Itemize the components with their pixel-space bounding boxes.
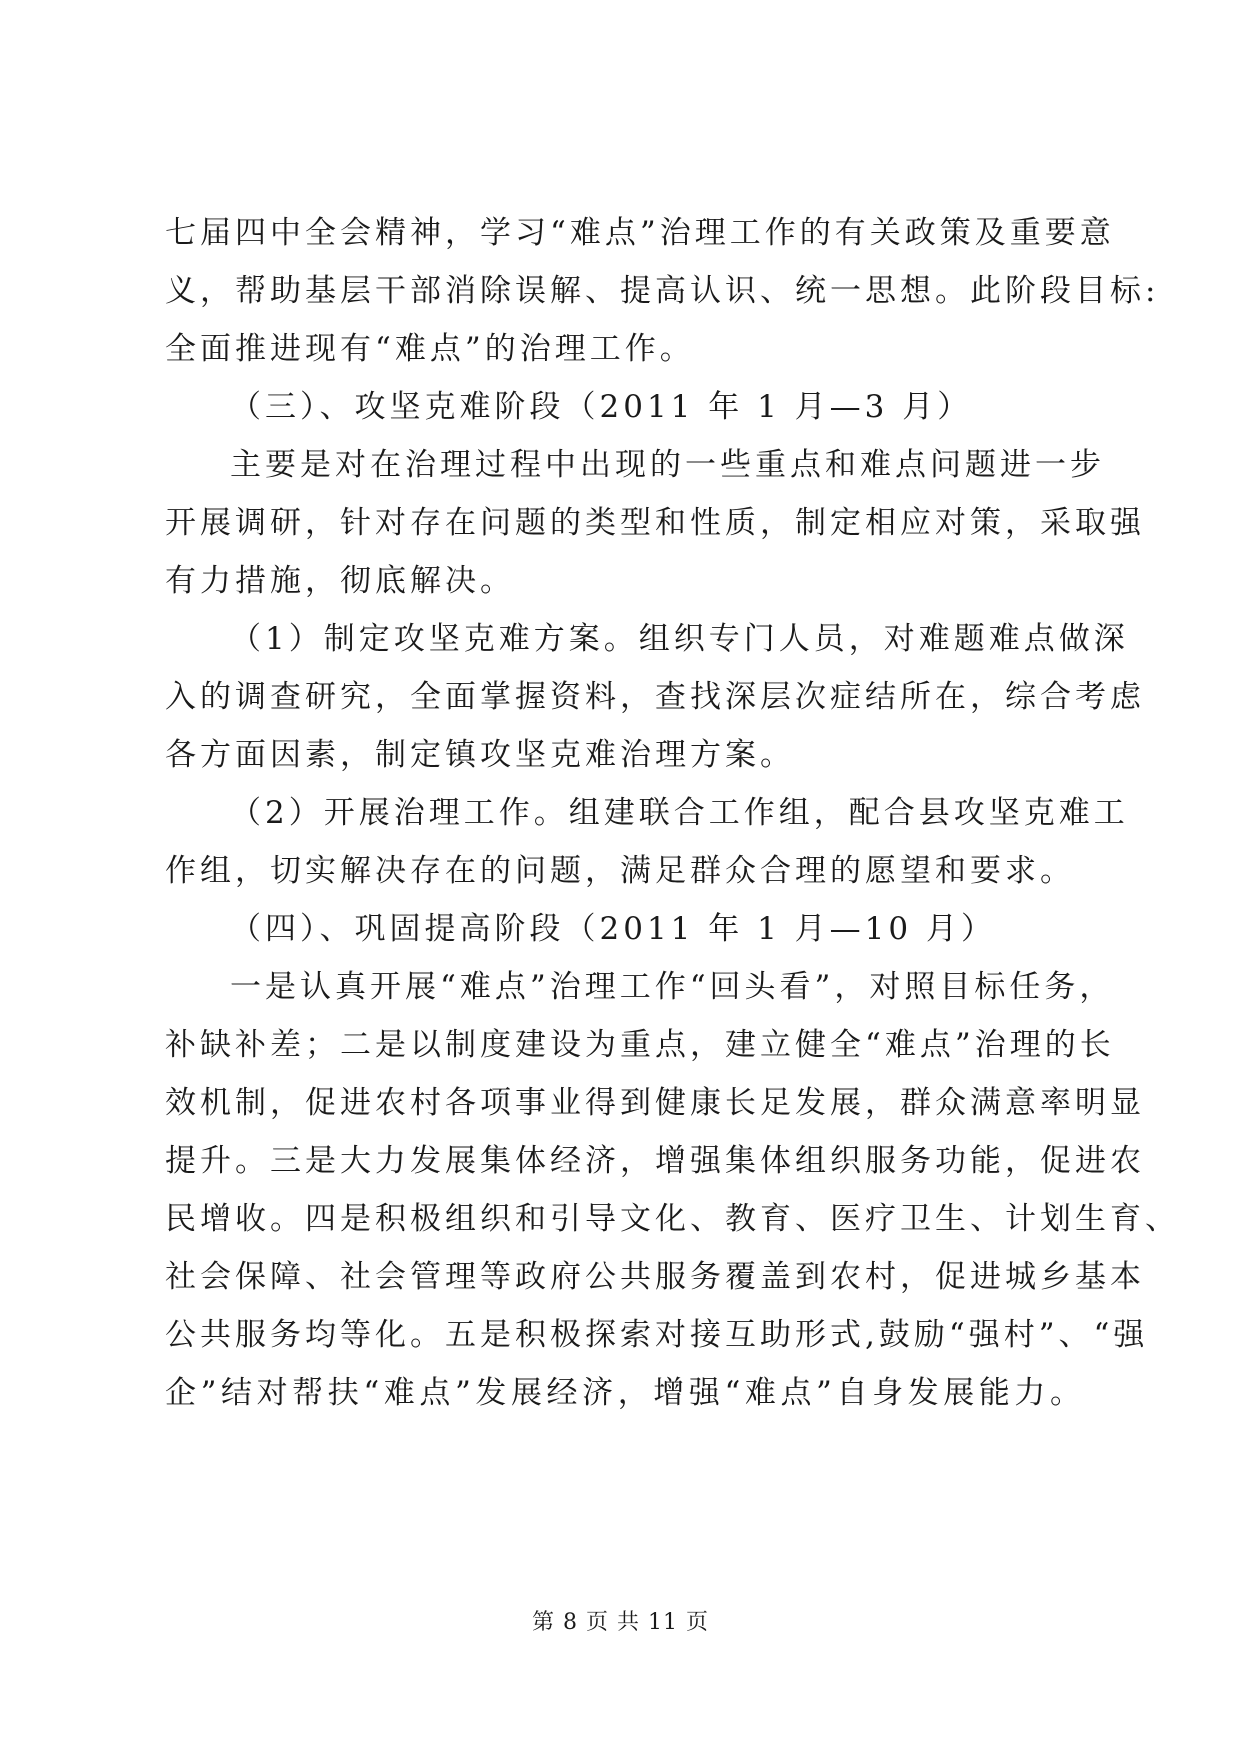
body-line: 民增收。四是积极组织和引导文化、教育、医疗卫生、计划生育、 (165, 1201, 1180, 1237)
body-line: 效机制，促进农村各项事业得到健康长足发展，群众满意率明显 (165, 1085, 1145, 1121)
section-heading: （三）、攻坚克难阶段（2011 年 1 月—3 月） (230, 389, 973, 425)
body-line: 入的调查研究，全面掌握资料，查找深层次症结所在，综合考虑 (165, 679, 1145, 715)
body-line: 提升。三是大力发展集体经济，增强集体组织服务功能，促进农 (165, 1143, 1145, 1179)
body-line: 补缺补差；二是以制度建设为重点，建立健全“难点”治理的长 (165, 1027, 1115, 1063)
section-heading: （四）、巩固提高阶段（2011 年 1 月—10 月） (230, 911, 996, 947)
body-line: 公共服务均等化。五是积极探索对接互助形式,鼓励“强村”、“强 (165, 1317, 1149, 1353)
body-line: 开展调研，针对存在问题的类型和性质，制定相应对策，采取强 (165, 505, 1145, 541)
body-line: 各方面因素，制定镇攻坚克难治理方案。 (165, 737, 795, 773)
body-line: （2）开展治理工作。组建联合工作组，配合县攻坚克难工 (230, 795, 1129, 831)
body-line: 全面推进现有“难点”的治理工作。 (165, 331, 695, 367)
body-line: 七届四中全会精神，学习“难点”治理工作的有关政策及重要意 (165, 215, 1115, 251)
body-line: 作组，切实解决存在的问题，满足群众合理的愿望和要求。 (165, 853, 1075, 889)
page-number-footer: 第 8 页 共 11 页 (532, 1610, 709, 1635)
body-line: 企”结对帮扶“难点”发展经济，增强“难点”自身发展能力。 (165, 1375, 1085, 1411)
body-line: 义，帮助基层干部消除误解、提高认识、统一思想。此阶段目标: (165, 273, 1160, 309)
body-line: （1）制定攻坚克难方案。组织专门人员，对难题难点做深 (230, 621, 1129, 657)
body-line: 社会保障、社会管理等政府公共服务覆盖到农村，促进城乡基本 (165, 1259, 1145, 1295)
body-line: 一是认真开展“难点”治理工作“回头看”，对照目标任务， (230, 969, 1115, 1005)
body-line: 有力措施，彻底解决。 (165, 563, 515, 599)
body-line: 主要是对在治理过程中出现的一些重点和难点问题进一步 (230, 447, 1105, 483)
